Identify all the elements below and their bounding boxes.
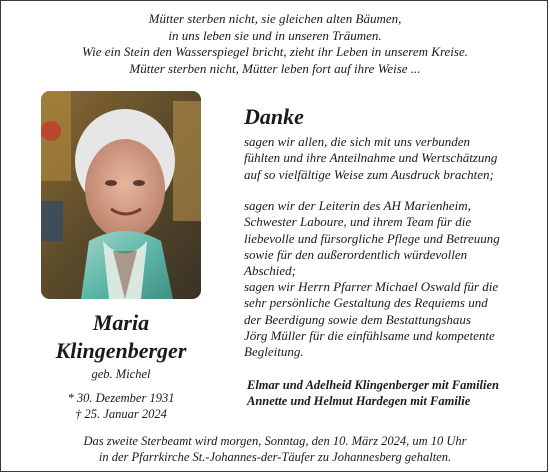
death-date: † 25. Januar 2024 <box>75 407 167 421</box>
thanks-heading: Danke <box>244 104 304 129</box>
signers <box>247 377 499 409</box>
signer-line: Elmar und Adelheid Klingenberger mit Familien <box>247 378 500 392</box>
portrait-photo <box>41 91 201 299</box>
deceased-last-name: Klingenberger <box>55 338 187 363</box>
deceased-first-name: Maria <box>92 310 150 335</box>
signer-line: Annette und Helmut Hardegen mit Familie <box>247 394 471 408</box>
footer-line: Das zweite Sterbeamt wird morgen, Sonntag, den 10. März 2024, um 10 Uhr <box>83 434 467 448</box>
text-line: Jörg Müller für die einfühlsame und kompetente <box>244 327 495 343</box>
text-line: liebevolle und fürsorgliche Pflege und Betreuung <box>244 230 500 246</box>
text-line: sowie für den außerordentlich würdevollen <box>244 246 468 262</box>
text-line: sagen wir Herrn Pfarrer Michael Oswald für die <box>244 279 499 294</box>
poem-line: in uns leben sie und in unseren Träumen. <box>168 27 382 43</box>
service-notice <box>1 433 549 465</box>
poem <box>1 11 549 77</box>
birth-name: geb. Michel <box>91 367 151 381</box>
poem-line: Wie ein Stein den Wasserspiegel bricht, zieht ihr Leben in unserem Kreise. <box>82 44 468 59</box>
thanks-paragraph-3 <box>244 279 544 360</box>
thanks-paragraph-1 <box>244 134 544 183</box>
text-line: auf so vielfältige Weise zum Ausdruck brachten; <box>244 166 494 182</box>
text-line: Abschied; <box>244 263 296 279</box>
text-line: Begleitung. <box>244 344 304 360</box>
text-line: sagen wir der Leiterin des AH Marienheim, <box>244 198 471 213</box>
text-line: sagen wir allen, die sich mit uns verbunden <box>244 134 471 149</box>
poem-line: Mütter sterben nicht, Mütter leben fort auf ihre Weise ... <box>129 60 421 76</box>
text-line: der Beerdigung sowie dem Bestattungshaus <box>244 311 471 327</box>
thanks-paragraph-2 <box>244 198 544 279</box>
footer-line: in der Pfarrkirche St.-Johannes-der-Täufer zu Johannesberg gehalten. <box>98 450 452 464</box>
text-line: Schwester Laboure, und ihrem Team für die <box>244 214 472 230</box>
poem-line: Mütter sterben nicht, sie gleichen alten Bäumen, <box>148 11 402 26</box>
text-line: fühlten und ihre Anteilnahme und Wertschätzung <box>244 150 498 166</box>
birth-date: * 30. Dezember 1931 <box>67 391 175 405</box>
text-line: sehr persönliche Gestaltung des Requiems und <box>244 295 488 311</box>
